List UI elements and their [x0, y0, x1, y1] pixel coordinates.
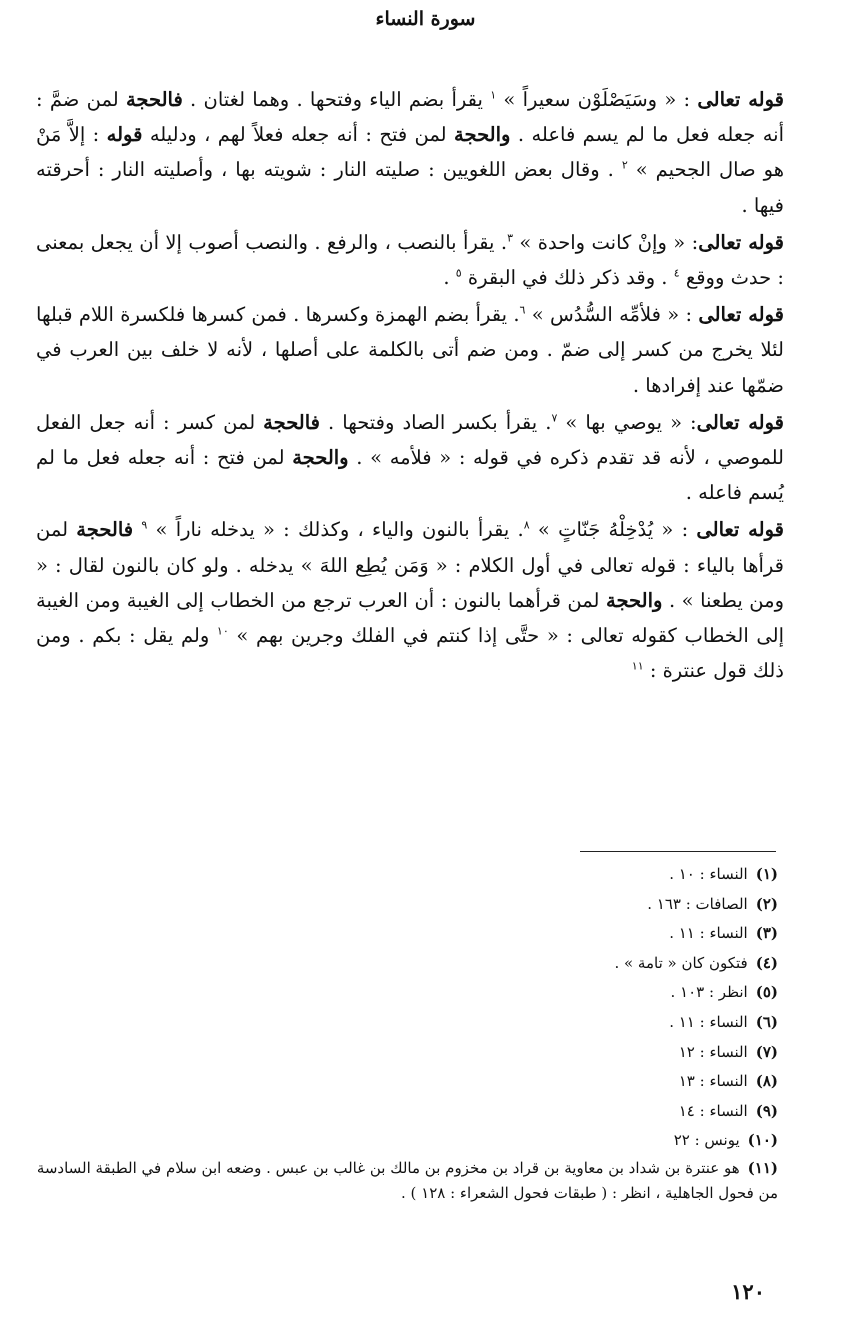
footnote-number: (٨)	[755, 1072, 778, 1091]
footnote-ref: ٦	[519, 303, 526, 317]
paragraph-4	[36, 405, 784, 511]
paragraph-2	[36, 225, 784, 295]
text-run: . يقرأ بكسر الصاد وفتحها .	[320, 410, 552, 434]
footnote-number: (٧)	[755, 1042, 778, 1061]
verse-label: قوله تعالى	[697, 88, 784, 111]
footnote-number: (٩)	[755, 1101, 778, 1120]
text-run: . وقال بعض اللغويين : صليته النار : شويته بها ، وأصليته النار : أحرقته فيها .	[36, 158, 784, 217]
footnote-item	[28, 1067, 778, 1097]
footnote-item	[28, 1008, 778, 1038]
page-title: سورة النساء	[375, 8, 476, 30]
footnote-number: (٢)	[755, 894, 778, 913]
paragraph-3	[36, 297, 784, 403]
bold-term: فالحجة	[125, 88, 183, 111]
footnote-item	[28, 860, 778, 890]
footnote-text: النساء : ١٣	[678, 1072, 748, 1091]
verse-label: قوله تعالى	[696, 518, 784, 542]
footnote-number: (٤)	[755, 953, 778, 972]
footnote-text: النساء : ١٢	[678, 1042, 748, 1061]
footnote-ref: ٤	[673, 266, 680, 280]
footnote-text: النساء : ١١ .	[669, 1012, 748, 1031]
footnote-divider	[580, 851, 776, 852]
footnote-number: (١)	[755, 865, 778, 883]
main-text	[36, 82, 784, 690]
bold-term: والحجة	[292, 446, 349, 470]
text-run: .	[443, 266, 456, 290]
text-run: : « يوصي بها »	[557, 410, 697, 434]
text-run: لمن كسر : أنه جعل الفعل للموصي ، لأنه قد تقدم ذكره في قوله : « فلأمه » .	[36, 410, 784, 470]
footnote-text: النساء : ١١ .	[669, 924, 748, 943]
bold-term: والحجة	[606, 588, 663, 612]
footnote-number: (١٠)	[747, 1131, 778, 1150]
footnote-item	[28, 1097, 778, 1127]
footnote-item	[28, 978, 778, 1008]
text-run: : إلاَّ مَنْ هو صال الجحيم »	[36, 123, 784, 182]
bold-term: فالحجة	[76, 518, 134, 542]
text-run: : « يُدْخِلْهُ جَنّاتٍ »	[529, 518, 697, 542]
verse-label: قوله تعالى	[698, 230, 785, 254]
text-run: لمن ضمَّ : أنه جعله فعل ما لم يسم فاعله .	[36, 88, 784, 147]
page-number: ١٢٠	[731, 1279, 765, 1304]
footnote-text: انظر : ١٠٣ .	[670, 983, 748, 1002]
text-run: . يقرأ بالنصب ، والرفع . والنصب أصوب إلا أن يجعل بمعنى : حدث ووقع	[36, 230, 784, 290]
text-run: لمن فتح : أنه جعله فعل ما لم يُسم فاعله .	[36, 446, 784, 505]
bold-term: والحجة	[454, 123, 511, 147]
text-run: . وقد ذكر ذلك في البقرة	[461, 266, 674, 290]
text-run: ولم يقل : بكم . ومن ذلك قول عنترة :	[36, 624, 784, 683]
bold-term: فالحجة	[263, 410, 321, 434]
footnote-number: (١١)	[747, 1158, 778, 1177]
text-run: . يقرأ بالنون والياء ، وكذلك : « يدخله ناراً »	[147, 518, 524, 542]
footnote-item	[28, 1156, 778, 1206]
text-run: : « وسَيَصْلَوْن سعيراً »	[496, 88, 698, 111]
verse-label: قوله تعالى	[696, 410, 784, 434]
footnote-text: النساء : ١٤	[678, 1101, 748, 1120]
footnote-text: هو عنترة بن شداد بن معاوية بن قراد بن مخزوم بن مالك بن غالب بن عبس . وضعه ابن سلام في الطبقة السادسة من فحول الجاهلية ، انظر : ( طبقات فحول الشعراء : ١٢٨ ) .	[36, 1158, 778, 1202]
footnote-ref: ١	[490, 88, 497, 102]
footnote-item	[28, 1038, 778, 1068]
footnote-ref: ٣	[507, 231, 513, 245]
text-run: لمن قرأهما بالنون : أن العرب ترجع من الخطاب إلى الغيبة ومن الغيبة إلى الخطاب كقوله تعالى : « حتَّى إذا كنتم في الفلك وجرين بهم »	[36, 588, 784, 648]
footnote-ref: ١١	[631, 659, 644, 673]
text-run: . يقرأ بضم الهمزة وكسرها . فمن كسرها فلكسرة اللام قبلها لئلا يخرج من كسر إلى ضمّ . ومن ضم أتى بالكلمة على أصلها ، لأنه لا خلف بين العرب في ضمّها عند إفرادها .	[36, 303, 784, 397]
footnote-ref: ١٠	[216, 624, 229, 638]
text-run: يقرأ بضم الياء وفتحها . وهما لغتان .	[182, 88, 491, 111]
footnote-text: فتكون كان « تامة » .	[614, 953, 748, 972]
footnote-item	[28, 919, 778, 949]
footnote-text: يونس : ٢٢	[673, 1131, 740, 1150]
footnote-item	[28, 1126, 778, 1156]
paragraph-1	[36, 82, 784, 223]
text-run: : « وإنْ كانت واحدة »	[513, 230, 699, 254]
verse-label: قوله تعالى	[698, 303, 784, 327]
footnote-ref: ٧	[551, 411, 558, 425]
footnotes	[28, 860, 778, 1206]
bold-term: قوله	[106, 123, 143, 147]
text-run: : « فلأمِّه السُّدُس »	[525, 303, 699, 327]
footnote-ref: ٨	[523, 518, 530, 532]
footnote-text: الصافات : ١٦٣ .	[647, 894, 748, 913]
paragraph-5	[36, 512, 784, 688]
footnote-ref: ٩	[141, 518, 148, 532]
footnote-ref: ٥	[455, 266, 462, 280]
text-run: لمن قرأها بالياء : قوله تعالى في أول الكلام : « وَمَن يُطِع اللهَ » يدخله . ولو كان بالنون لقال : « ومن يطعنا » .	[36, 518, 784, 612]
footnote-ref: ٢	[621, 158, 628, 172]
footnote-number: (٥)	[755, 983, 778, 1002]
footnote-number: (٦)	[755, 1012, 778, 1031]
footnote-number: (٣)	[755, 924, 778, 943]
footnote-text: النساء : ١٠ .	[669, 865, 748, 883]
footnote-item	[28, 949, 778, 979]
footnote-item	[28, 890, 778, 920]
text-run: لمن فتح : أنه جعله فعلاً لهم ، ودليله	[142, 123, 455, 147]
